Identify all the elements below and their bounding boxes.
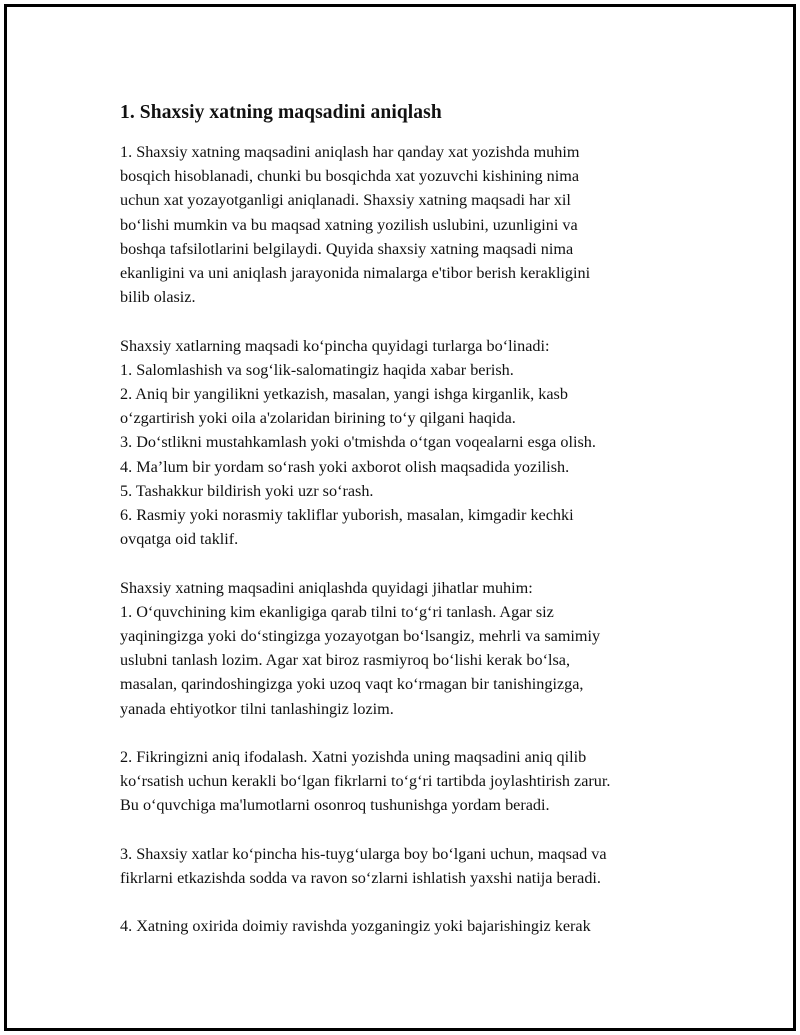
list-item: 5. Tashakkur bildirish yoki uzr so‘rash. (120, 481, 374, 500)
text-line: bilib olasiz. (120, 288, 196, 307)
point-4-paragraph (120, 914, 690, 938)
paragraph-gap (120, 721, 690, 745)
purpose-types-list (120, 334, 690, 552)
text-line: ekanligini va uni aniqlash jarayonida nimalarga e'tibor berish kerakligini (120, 264, 591, 283)
text-line: Bu o‘quvchiga ma'lumotlarni osonroq tushunishga yordam beradi. (120, 796, 550, 815)
document-title: 1. Shaxsiy xatning maqsadini aniqlash (120, 102, 442, 123)
paragraph-gap (120, 309, 690, 333)
list-item: o‘zgartirish yoki oila a'zolaridan birining to‘y qilgani haqida. (120, 409, 516, 428)
text-line: 1. Shaxsiy xatning maqsadini aniqlash har qanday xat yozishda muhim (120, 143, 580, 161)
text-line: yaqiningizga yoki do‘stingizga yozayotgan bo‘lsangiz, mehrli va samimiy (120, 627, 601, 646)
text-line: boshqa tafsilotlarini belgilaydi. Quyida shaxsiy xatning maqsadi nima (120, 239, 574, 258)
text-line: bo‘lishi mumkin va bu maqsad xatning yozilish uslubini, uzunligini va (120, 215, 578, 234)
text-line: 4. Xatning oxirida doimiy ravishda yozganingiz yoki bajarishingiz kerak (120, 917, 591, 936)
text-line: uchun xat yozayotganligi aniqlanadi. Shaxsiy xatning maqsadi har xil (120, 191, 571, 210)
text-line: ko‘rsatish uchun kerakli bo‘lgan fikrlarni to‘g‘ri tartibda joylashtirish zarur. (120, 772, 611, 791)
list-heading: Shaxsiy xatning maqsadini aniqlashda quyidagi jihatlar muhim: (120, 578, 533, 597)
list-heading: Shaxsiy xatlarning maqsadi ko‘pincha quyidagi turlarga bo‘linadi: (120, 336, 550, 355)
list-item: 3. Do‘stlikni mustahkamlash yoki o'tmishda o‘tgan voqealarni esga olish. (120, 433, 596, 452)
text-line: yanada ehtiyotkor tilni tanlashingiz lozim. (120, 699, 394, 718)
text-line: 2. Fikringizni aniq ifodalash. Xatni yozishda uning maqsadini aniq qilib (120, 748, 587, 767)
text-line: bosqich hisoblanadi, chunki bu bosqichda xat yozuvchi kishining nima (120, 167, 580, 186)
text-line: 1. O‘quvchining kim ekanligiga qarab tilni to‘g‘ri tanlash. Agar siz (120, 602, 554, 621)
text-line: fikrlarni etkazishda sodda va ravon so‘zlarni ishlatish yaxshi natija beradi. (120, 869, 601, 888)
paragraph-gap (120, 551, 690, 575)
document-body (120, 100, 690, 939)
aspects-paragraph (120, 576, 690, 721)
point-3-paragraph (120, 842, 690, 890)
list-item: 6. Rasmiy yoki norasmiy takliflar yuborish, masalan, kimgadir kechki (120, 506, 574, 525)
text-line: 3. Shaxsiy xatlar ko‘pincha his-tuyg‘ularga boy bo‘lgani uchun, maqsad va (120, 844, 607, 863)
paragraph-gap (120, 890, 690, 914)
page-frame (4, 4, 796, 1031)
text-line: masalan, qarindoshingizga yoki uzoq vaqt ko‘rmagan bir tanishingizga, (120, 675, 584, 694)
text-line: uslubni tanlash lozim. Agar xat biroz rasmiyroq bo‘lishi kerak bo‘lsa, (120, 651, 571, 670)
list-item: 4. Ma’lum bir yordam so‘rash yoki axborot olish maqsadida yozilish. (120, 457, 570, 476)
list-item: ovqatga oid taklif. (120, 530, 239, 549)
intro-paragraph (120, 140, 690, 309)
list-item: 2. Aniq bir yangilikni yetkazish, masalan, yangi ishga kirganlik, kasb (120, 385, 568, 404)
point-2-paragraph (120, 745, 690, 818)
paragraph-gap (120, 818, 690, 842)
list-item: 1. Salomlashish va sog‘lik-salomatingiz haqida xabar berish. (120, 360, 514, 379)
